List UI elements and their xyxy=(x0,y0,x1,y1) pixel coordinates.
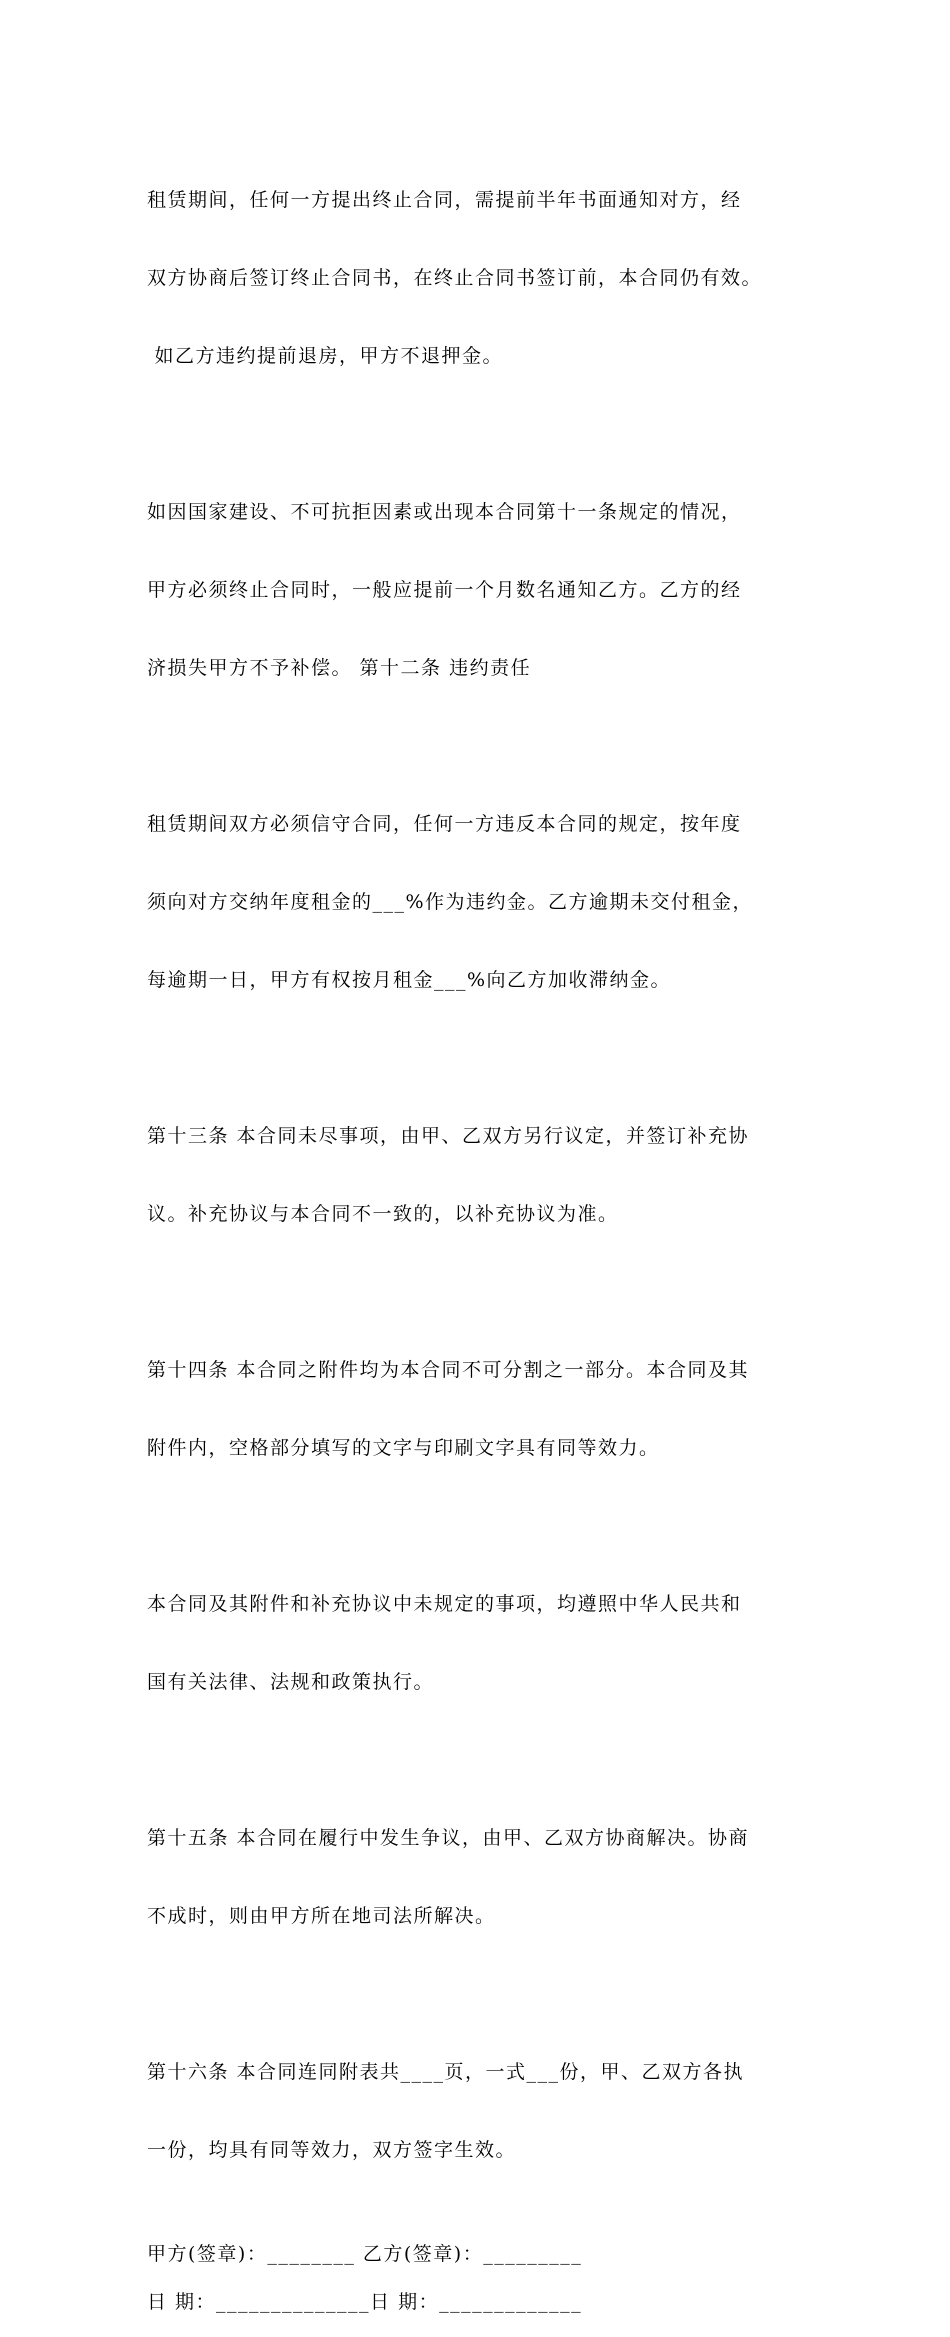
text-line: 本合同及其附件和补充协议中未规定的事项，均遵照中华人民共和 xyxy=(147,1593,742,1615)
text-line: 第十四条 本合同之附件均为本合同不可分割之一部分。本合同及其 xyxy=(147,1359,750,1381)
text-line: 不成时，则由甲方所在地司法所解决。 xyxy=(147,1905,496,1927)
text-line: 租赁期间，任何一方提出终止合同，需提前半年书面通知对方，经 xyxy=(147,189,742,211)
text-line: 租赁期间双方必须信守合同，任何一方违反本合同的规定，按年度 xyxy=(147,813,742,835)
text-line: 济损失甲方不予补偿。 第十二条 违约责任 xyxy=(147,657,532,679)
text-line: 如乙方违约提前退房，甲方不退押金。 xyxy=(147,345,504,367)
text-line: 议。补充协议与本合同不一致的，以补充协议为准。 xyxy=(147,1203,619,1225)
clause-13-supplementary xyxy=(147,1071,827,1279)
contract-page xyxy=(147,135,827,2337)
text-line: 附件内，空格部分填写的文字与印刷文字具有同等效力。 xyxy=(147,1437,660,1459)
text-line: 一份，均具有同等效力，双方签字生效。 xyxy=(147,2139,517,2161)
clause-termination-notice xyxy=(147,135,827,421)
clause-breach-liability xyxy=(147,759,827,1045)
clause-15-disputes xyxy=(147,1773,827,1981)
clause-applicable-law xyxy=(147,1539,827,1747)
signature-line: 甲方(签章)：________ 乙方(签章)：_________ xyxy=(147,2243,583,2265)
text-line: 第十六条 本合同连同附表共____页，一式___份，甲、乙双方各执 xyxy=(147,2061,745,2083)
clause-force-majeure xyxy=(147,447,827,733)
text-line: 如因国家建设、不可抗拒因素或出现本合同第十一条规定的情况， xyxy=(147,501,742,523)
text-line: 国有关法律、法规和政策执行。 xyxy=(147,1671,435,1693)
text-line: 每逾期一日，甲方有权按月租金___%向乙方加收滞纳金。 xyxy=(147,969,672,991)
text-line: 须向对方交纳年度租金的___%作为违约金。乙方逾期未交付租金， xyxy=(147,891,754,913)
date-line: 日 期：______________日 期：_____________ xyxy=(147,2291,583,2313)
text-line: 第十五条 本合同在履行中发生争议，由甲、乙双方协商解决。协商 xyxy=(147,1827,750,1849)
text-line: 第十三条 本合同未尽事项，由甲、乙双方另行议定，并签订补充协 xyxy=(147,1125,750,1147)
text-line: 甲方必须终止合同时，一般应提前一个月数名通知乙方。乙方的经 xyxy=(147,579,742,601)
text-line: 双方协商后签订终止合同书，在终止合同书签订前，本合同仍有效。 xyxy=(147,267,763,289)
clause-16-copies xyxy=(147,2007,827,2215)
clause-14-attachments xyxy=(147,1305,827,1513)
